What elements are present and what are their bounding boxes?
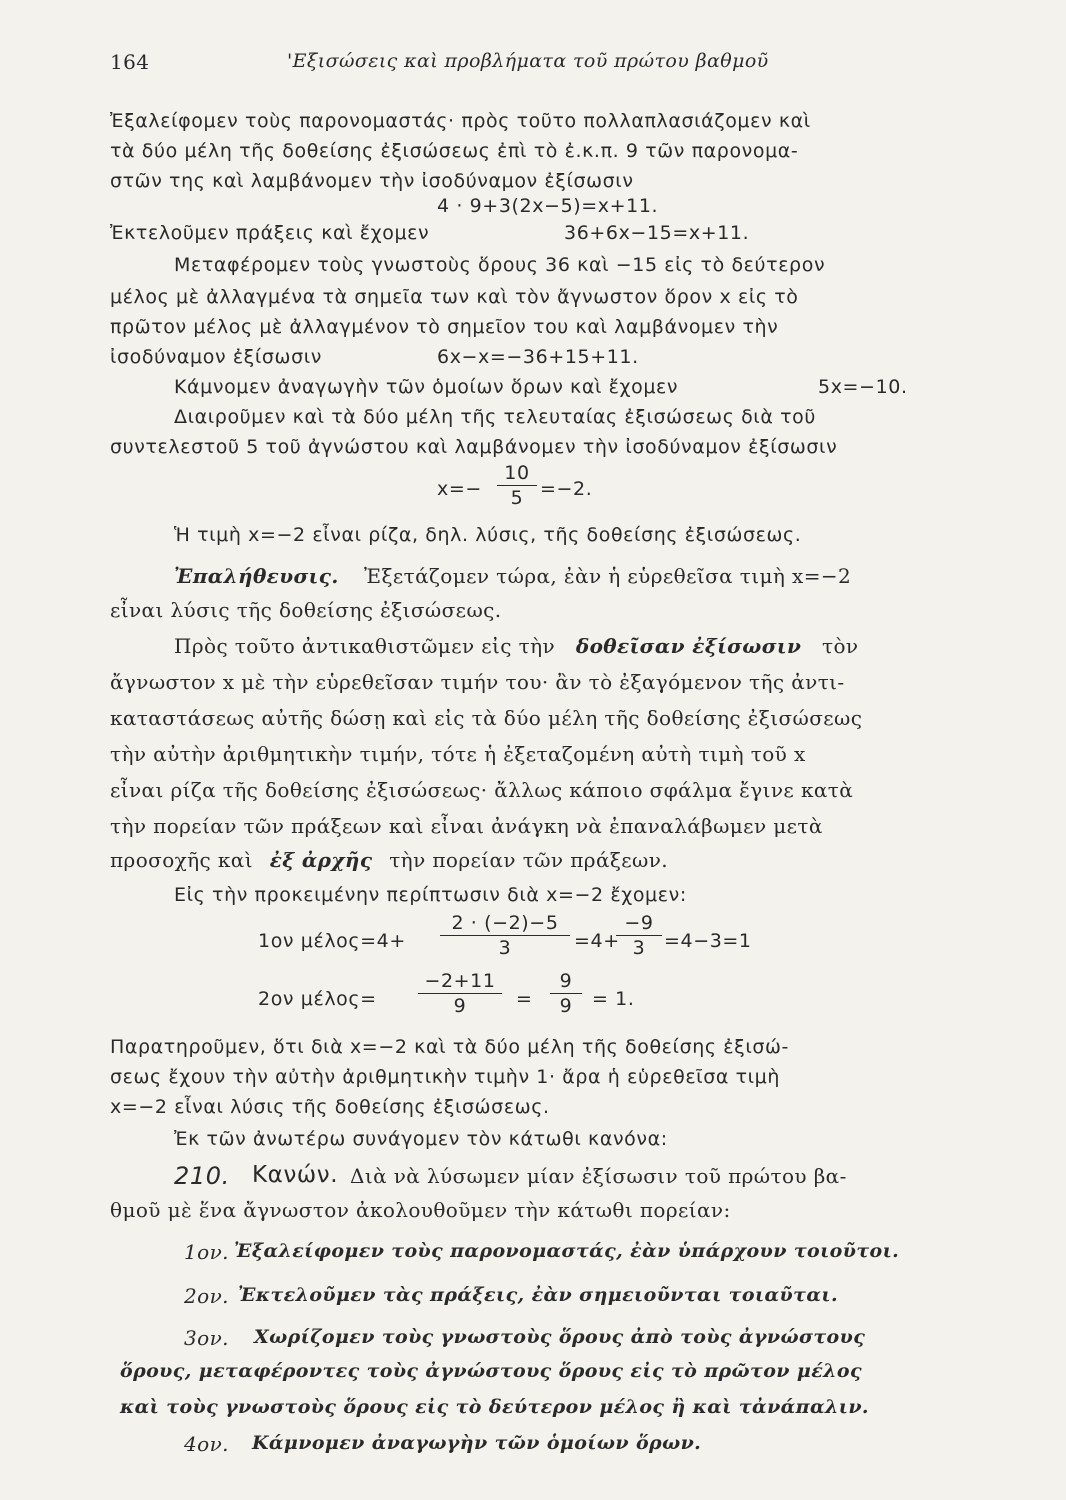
fraction-numerator: 10 [497,462,537,486]
step-text: Κάμνομεν ἀναγωγὴν τῶν ὁμοίων ὅρων. [252,1432,702,1454]
text-line: τὰ δύο μέλη τῆς δοθείσης ἐξισώσεως ἐπὶ τὸ ἐ.κ.π. 9 τῶν παρονομα- [110,140,799,162]
text-line: καταστάσεως αὐτῆς δώσῃ καὶ εἰς τὰ δύο μέλη τῆς δοθείσης ἐξισώσεως [110,706,863,730]
fraction-denominator: 3 [632,937,646,959]
step-number: 4ον. [184,1432,229,1456]
fraction [550,970,582,1017]
text-line [174,634,858,658]
equation-part: =4−3=1 [664,930,752,952]
fraction-numerator: 9 [550,970,582,994]
text-line: Διαιροῦμεν καὶ τὰ δύο μέλη τῆς τελευταίας ἐξισώσεως διὰ τοῦ [174,406,816,428]
rule-title: Κανών. [252,1162,339,1188]
text-span: τὸν [822,634,859,658]
equation: 36+6x−15=x+11. [564,222,750,244]
running-title: 'Εξισώσεις καὶ προβλήματα τοῦ πρώτου βαθμοῦ [287,50,769,72]
fraction-numerator: 2 · (−2)−5 [440,912,570,936]
text-line: Παρατηροῦμεν, ὅτι διὰ x=−2 καὶ τὰ δύο μέλη τῆς δοθείσης ἐξισώ- [110,1036,789,1058]
emphasis: ἐξ ἀρχῆς [269,848,373,872]
fraction-numerator: −2+11 [418,970,502,994]
equation: 4 · 9+3(2x−5)=x+11. [437,195,659,217]
fraction-denominator: 3 [498,937,512,959]
text-line: ἄγνωστον x μὲ τὴν εὑρεθεῖσαν τιμήν του· ἂν τὸ ἐξαγόμενον τῆς ἀντι- [110,670,845,694]
text-line: Μεταφέρομεν τοὺς γνωστοὺς ὅρους 36 καὶ −15 εἰς τὸ δεύτερον [174,254,826,276]
fraction [616,912,662,959]
text-line: Ἐξετάζομεν τώρα, ἐὰν ἡ εὑρεθεῖσα τιμὴ x=−2 [364,564,852,588]
equation-part: = [516,988,533,1010]
text-span: προσοχῆς καὶ [110,848,253,872]
equation-label: 2ον μέλος= [258,988,377,1010]
text-line: Διὰ νὰ λύσωμεν μίαν ἐξίσωσιν τοῦ πρώτου βα- [350,1164,847,1188]
step-number: 1ον. [184,1240,229,1264]
text-span: Πρὸς τοῦτο ἀντικαθιστῶμεν εἰς τὴν [174,634,556,658]
section-heading: Ἐπαλήθευσις. [174,564,339,588]
page-number: 164 [110,50,150,74]
step-text: καὶ τοὺς γνωστοὺς ὅρους εἰς τὸ δεύτερον μέλος ἢ καὶ τἀνάπαλιν. [120,1396,869,1418]
text-line: Ἐκ τῶν ἀνωτέρω συνάγομεν τὸν κάτωθι κανόνα: [174,1128,668,1150]
fraction [497,462,537,509]
equation: 6x−x=−36+15+11. [437,346,639,368]
emphasis: δοθεῖσαν ἐξίσωσιν [575,634,802,658]
equation-left: x=− [437,478,482,500]
fraction-denominator: 9 [559,995,573,1017]
text-line: σεως ἔχουν τὴν αὐτὴν ἀριθμητικὴν τιμὴν 1· ἄρα ἡ εὑρεθεῖσα τιμὴ [110,1066,781,1088]
text-line: θμοῦ μὲ ἕνα ἄγνωστον ἀκολουθοῦμεν τὴν κάτωθι πορείαν: [110,1198,731,1222]
text-line: Ἐξαλείφομεν τοὺς παρονομαστάς· πρὸς τοῦτο πολλαπλασιάζομεν καὶ [110,110,811,132]
text-line: τὴν αὐτὴν ἀριθμητικὴν τιμήν, τότε ἡ ἐξεταζομένη αὐτὴ τιμὴ τοῦ x [110,742,806,766]
fraction [418,970,502,1017]
fraction [440,912,570,959]
text-line: Εἰς τὴν προκειμένην περίπτωσιν διὰ x=−2 ἔχομεν: [174,884,687,906]
text-line: Ἡ τιμὴ x=−2 εἶναι ρίζα, δηλ. λύσις, τῆς δοθείσης ἐξισώσεως. [174,524,802,546]
text-line: ἰσοδύναμον ἐξίσωσιν [110,346,322,368]
text-span: τὴν πορείαν τῶν πράξεων. [389,848,669,872]
text-line [110,848,668,872]
fraction-denominator: 9 [453,995,467,1017]
step-text: ὅρους, μεταφέροντες τοὺς ἀγνώστους ὅρους εἰς τὸ πρῶτον μέλος [120,1360,862,1382]
step-number: 2ον. [184,1284,229,1308]
rule-number: 210. [174,1162,230,1190]
equation: 5x=−10. [818,376,908,398]
equation-part: =4+ [574,930,620,952]
fraction-numerator: −9 [616,912,662,936]
fraction-denominator: 5 [510,487,524,509]
text-line: συντελεστοῦ 5 τοῦ ἀγνώστου καὶ λαμβάνομεν τὴν ἰσοδύναμον ἐξίσωσιν [110,436,838,458]
text-line: εἶναι ρίζα τῆς δοθείσης ἐξισώσεως· ἄλλως κάποιο σφάλμα ἔγινε κατὰ [110,778,854,802]
text-line: x=−2 εἶναι λύσις τῆς δοθείσης ἐξισώσεως. [110,1096,550,1118]
text-line: μέλος μὲ ἀλλαγμένα τὰ σημεῖα των καὶ τὸν ἄγνωστον ὅρον x εἰς τὸ [110,286,799,308]
step-text: Χωρίζομεν τοὺς γνωστοὺς ὅρους ἀπὸ τοὺς ἀγνώστους [254,1326,866,1348]
step-text: Ἐξαλείφομεν τοὺς παρονομαστάς, ἐὰν ὑπάρχουν τοιοῦτοι. [234,1240,900,1262]
text-line: Ἐκτελοῦμεν πράξεις καὶ ἔχομεν [110,222,430,244]
step-number: 3ον. [184,1326,229,1350]
text-line: εἶναι λύσις τῆς δοθείσης ἐξισώσεως. [110,598,502,622]
equation-part: = 1. [592,988,635,1010]
text-line: Κάμνομεν ἀναγωγὴν τῶν ὁμοίων ὅρων καὶ ἔχομεν [174,376,679,398]
equation-label: 1ον μέλος=4+ [258,930,406,952]
text-line: στῶν της καὶ λαμβάνομεν τὴν ἰσοδύναμον ἐξίσωσιν [110,170,634,192]
text-line: τὴν πορείαν τῶν πράξεων καὶ εἶναι ἀνάγκη νὰ ἐπαναλάβωμεν μετὰ [110,814,823,838]
step-text: Ἐκτελοῦμεν τὰς πράξεις, ἐὰν σημειοῦνται τοιαῦται. [238,1284,838,1306]
equation-right: =−2. [540,478,593,500]
text-line: πρῶτον μέλος μὲ ἀλλαγμένον τὸ σημεῖον του καὶ λαμβάνομεν τὴν [110,316,779,338]
